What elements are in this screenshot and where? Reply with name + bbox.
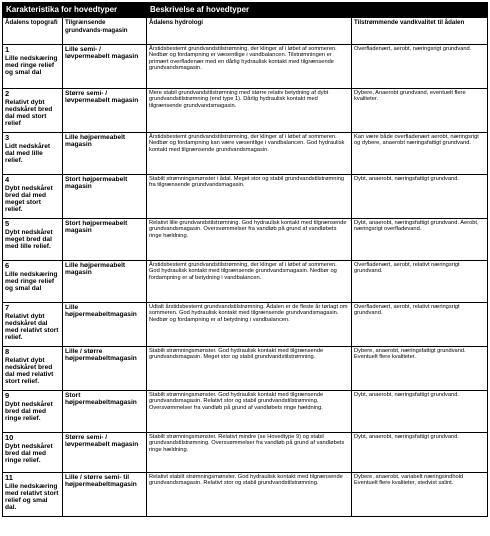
cell-magasin: Lille højpermeabelt magasin — [63, 133, 147, 175]
cell-magasin: Lille semi- / løvpermeabelt magasin — [63, 45, 147, 89]
cell-topografi — [3, 45, 63, 89]
topografi-text: Relativt dybt nedskåret bred dal med relativt stort relief. — [5, 356, 54, 386]
header-karakteristika: Karakteristika for hovedtyper — [3, 3, 147, 18]
cell-topografi — [3, 391, 63, 433]
table-row — [3, 347, 488, 391]
table-row — [3, 219, 488, 261]
table-row — [3, 89, 488, 133]
table-row — [3, 303, 488, 347]
cell-topografi — [3, 261, 63, 303]
topografi-text: Dybt nedskåret meget bred dal med lille relief. — [5, 228, 53, 251]
topografi-text: Lidt nedskåret dal med lille relief. — [5, 142, 51, 165]
cell-magasin: Stort højpermeabeltmagasin — [63, 391, 147, 433]
cell-topografi — [3, 175, 63, 219]
cell-vandkvalitet: Dybere, Anaerobt grundvand, eventuelt flere kvaliteter. — [352, 89, 488, 133]
type-number: 10 — [5, 433, 14, 442]
table-row — [3, 175, 488, 219]
cell-vandkvalitet: Dybt, anaerobt, næringsfattigt grundvand. — [352, 175, 488, 219]
cell-vandkvalitet: Overfladenært, aerobt, relativt næringsrigt grundvand. — [352, 303, 488, 347]
topografi-text: Dybt nedskåret bred dal med ringe relief. — [5, 442, 53, 465]
topografi-text: Relativt dybt nedskåret dal med relativt stort relief. — [5, 312, 59, 342]
cell-hydrologi: Stabilt strømningsmønster. God hydraulisk kontakt med tilgrænsende grundvandsmagasin. Relativt stor og stabil grundvandstilstrømning. Oversvømmelser fra vandløb på grund af vandløbets ringe hældning. — [147, 391, 352, 433]
cell-hydrologi: Årstidsbestemt grundvandstilstrømning, der klinger af i løbet af sommeren. God hydraulisk kontakt med tilgrænsende grundvandsmagasin. Nedbør og fordampning er af betydning i vandbalancen. — [147, 261, 352, 303]
table-header-row — [3, 3, 488, 18]
cell-hydrologi: Relativt lille grundvandstilstrømning. God hydraulisk kontakt med tilgrænsende grundvandsmagasin. Oversvømmelser fra vandløb på grund af vandløbets ringe hældning. — [147, 219, 352, 261]
cell-vandkvalitet: Kan være både overfladenært aerobt, næringsrigt og dybere, anaerobt næringsfattigt grundvand. — [352, 133, 488, 175]
type-number: 5 — [5, 219, 10, 228]
cell-magasin: Lille højpermeabelt magasin — [63, 261, 147, 303]
type-number: 7 — [5, 303, 10, 312]
hovedtyper-table — [2, 2, 488, 517]
cell-magasin: Lille / større højpermeabeltmagasin — [63, 347, 147, 391]
cell-topografi — [3, 473, 63, 517]
table-row — [3, 133, 488, 175]
cell-topografi — [3, 303, 63, 347]
cell-magasin: Stort højpermeabelt magasin — [63, 175, 147, 219]
col-header-hydrologi: Ådalens hydrologi — [147, 18, 352, 45]
cell-magasin: Lille / større semi- til højpermeabeltmagasin — [63, 473, 147, 517]
cell-vandkvalitet: Overfladenært, aerobt, næringsrigt grundvand. — [352, 45, 488, 89]
table-row — [3, 45, 488, 89]
column-header-row — [3, 18, 488, 45]
cell-magasin: Stort højpermeabelt magasin — [63, 219, 147, 261]
cell-hydrologi: Årstidsbestemt grundvandstilstrømning, der klinger af i løbet af sommeren. Nedbør og fordampning er væsentlige i vandbalancen. Tilstrømningen er primært overfladenær med en dårlig hydraulisk kontakt med tilgrænsende grundvandsmagasin. — [147, 45, 352, 89]
document-page — [2, 2, 487, 517]
cell-hydrologi: Stabilt strømningsmønster. God hydraulisk kontakt med tilgrænsende grundvandsmagasin. Meget stor og stabil grundvandstilstrømning. — [147, 347, 352, 391]
topografi-text: Dybt nedskåret bred dal med ringe relief. — [5, 400, 53, 423]
cell-magasin: Større semi- / løvpermeabelt magasin — [63, 433, 147, 473]
topografi-text: Lille nedskæring med relativt stort relief og smal dal. — [5, 482, 59, 512]
table-row — [3, 473, 488, 517]
table-row — [3, 433, 488, 473]
cell-vandkvalitet: Dybere, anaerobt, variabelt næringsindhold Eventuelt flere kvaliteter, stedvist salint. — [352, 473, 488, 517]
type-number: 6 — [5, 261, 10, 270]
cell-vandkvalitet: Dybt, anaerobt, næringsfattigt grundvand. Aerobt, næringsrigt overfladevand. — [352, 219, 488, 261]
col-header-topografi: Ådalens topografi — [3, 18, 63, 45]
type-number: 9 — [5, 391, 10, 400]
cell-topografi — [3, 433, 63, 473]
type-number: 4 — [5, 175, 10, 184]
cell-magasin: Lille højpermeabeltmagasin — [63, 303, 147, 347]
cell-hydrologi: Relativt stabilt strømningsmønster. God hydraulisk kontakt med tilgrænsende grundvandsmagasin. Relativt stor og stabil grundvandstilstrømning. — [147, 473, 352, 517]
cell-topografi — [3, 133, 63, 175]
table-row — [3, 391, 488, 433]
cell-hydrologi: Stabilt strømningsmønster i ådal. Meget stor og stabil grundvandstilstrømning fra tilgrænsende grundvandsmagasin. — [147, 175, 352, 219]
cell-topografi — [3, 219, 63, 261]
cell-hydrologi: Udtalt årstidsbestemt grundvandstilstrømning. Ådalen er de fleste år tørlagt om sommeren. God hydraulisk kontakt med tilgrænsende grundvandsmagasin. Nedbør og fordampning er af betydning i vandbalancen. — [147, 303, 352, 347]
type-number: 3 — [5, 133, 10, 142]
topografi-text: Lille nedskæring med ringe relief og smal dal — [5, 54, 58, 77]
topografi-text: Dybt nedskåret bred dal med meget stort relief. — [5, 184, 53, 214]
cell-topografi — [3, 347, 63, 391]
cell-magasin: Større semi- / løvpermeabelt magasin — [63, 89, 147, 133]
col-header-vandkvalitet: Tilstrømmende vandkvalitet til ådalen — [352, 18, 488, 45]
cell-hydrologi: Stabilt strømningsmønster. Relativt mindre (se Hovedtype 9) og stabil grundvandstilstrømning. Oversvømmelser fra vandløb på grund af vandløbets ringe hældning. — [147, 433, 352, 473]
type-number: 8 — [5, 347, 10, 356]
col-header-magasin: Tilgrænsende grundvands-magasin — [63, 18, 147, 45]
cell-hydrologi: Mere stabil grundvandstilstrømning med større relativ betydning af dybt grundvandstilstrømning (end type 1). Dårlig hydraulisk kontakt med tilgrænsende grundvandsmagasin. — [147, 89, 352, 133]
cell-vandkvalitet: Overfladenært, aerobt, relativt næringsrigt grundvand. — [352, 261, 488, 303]
topografi-text: Relativt dybt nedskåret bred dal med stort relief — [5, 98, 53, 128]
cell-vandkvalitet: Dybere, anaerobt, næringsfattigt grundvand. Eventuelt flere kvaliteter. — [352, 347, 488, 391]
cell-vandkvalitet: Dybt, anaerobt, næringsfattigt grundvand. — [352, 433, 488, 473]
topografi-text: Lille nedskæring med ringe relief og smal dal — [5, 270, 58, 293]
table-row — [3, 261, 488, 303]
type-number: 2 — [5, 89, 10, 98]
header-beskrivelse: Beskrivelse af hovedtyper — [147, 3, 488, 18]
type-number: 1 — [5, 45, 10, 54]
cell-vandkvalitet: Dybt, anaerobt, næringsfattigt grundvand. — [352, 391, 488, 433]
type-number: 11 — [5, 473, 13, 482]
cell-hydrologi: Årstidsbestemt grundvandstilstrømning, der klinger af i løbet af sommeren. Nedbør og fordampning kan være væsentlige i vandbalancen. God hydraulisk kontakt med tilgrænsende grundvandsmagasin. — [147, 133, 352, 175]
cell-topografi — [3, 89, 63, 133]
